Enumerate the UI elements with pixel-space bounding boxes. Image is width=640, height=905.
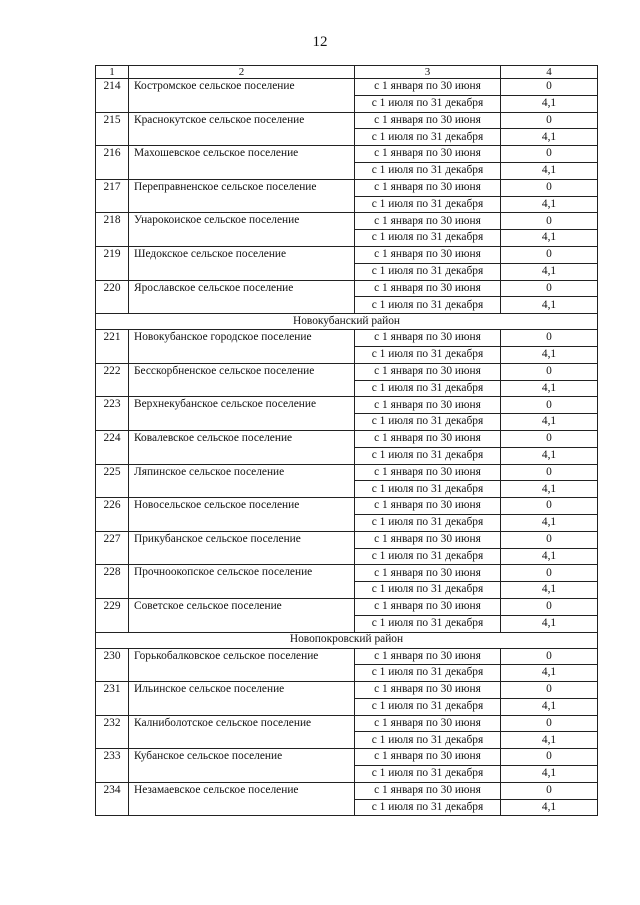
period-first-half: с 1 января по 30 июня: [355, 213, 501, 230]
value-second-half: 4,1: [501, 129, 598, 146]
value-first-half: 0: [501, 464, 598, 481]
period-second-half: с 1 июля по 31 декабря: [355, 95, 501, 112]
period-first-half: с 1 января по 30 июня: [355, 397, 501, 414]
table-row: [96, 79, 598, 96]
settlement-name: Краснокутское сельское поселение: [129, 112, 355, 146]
period-second-half: с 1 июля по 31 декабря: [355, 297, 501, 314]
value-first-half: 0: [501, 246, 598, 263]
value-second-half: 4,1: [501, 196, 598, 213]
table-row: [96, 498, 598, 515]
period-second-half: с 1 июля по 31 декабря: [355, 414, 501, 431]
value-second-half: 4,1: [501, 766, 598, 783]
settlement-name: Шедокское сельское поселение: [129, 246, 355, 280]
period-second-half: с 1 июля по 31 декабря: [355, 380, 501, 397]
period-second-half: с 1 июля по 31 декабря: [355, 799, 501, 816]
value-second-half: 4,1: [501, 732, 598, 749]
settlement-name: Незамаевское сельское поселение: [129, 782, 355, 816]
row-number: 214: [96, 79, 129, 113]
row-number: 234: [96, 782, 129, 816]
value-first-half: 0: [501, 213, 598, 230]
value-first-half: 0: [501, 397, 598, 414]
row-number: 215: [96, 112, 129, 146]
period-first-half: с 1 января по 30 июня: [355, 79, 501, 96]
value-first-half: 0: [501, 179, 598, 196]
settlement-name: Новокубанское городское поселение: [129, 330, 355, 364]
value-second-half: 4,1: [501, 582, 598, 599]
value-first-half: 0: [501, 280, 598, 297]
period-second-half: с 1 июля по 31 декабря: [355, 196, 501, 213]
period-second-half: с 1 июля по 31 декабря: [355, 665, 501, 682]
row-number: 224: [96, 430, 129, 464]
value-first-half: 0: [501, 682, 598, 699]
value-second-half: 4,1: [501, 230, 598, 247]
period-second-half: с 1 июля по 31 декабря: [355, 346, 501, 363]
table-row: [96, 246, 598, 263]
settlement-name: Прикубанское сельское поселение: [129, 531, 355, 565]
value-first-half: 0: [501, 782, 598, 799]
value-first-half: 0: [501, 715, 598, 732]
period-first-half: с 1 января по 30 июня: [355, 648, 501, 665]
value-first-half: 0: [501, 498, 598, 515]
value-first-half: 0: [501, 430, 598, 447]
period-first-half: с 1 января по 30 июня: [355, 749, 501, 766]
row-number: 223: [96, 397, 129, 431]
tariff-table: [95, 65, 598, 816]
settlement-name: Прочноокопское сельское поселение: [129, 565, 355, 599]
value-second-half: 4,1: [501, 698, 598, 715]
period-second-half: с 1 июля по 31 декабря: [355, 615, 501, 632]
value-second-half: 4,1: [501, 263, 598, 280]
column-header: 2: [129, 66, 355, 79]
table-row: [96, 146, 598, 163]
table-row: [96, 682, 598, 699]
settlement-name: Бесскорбненское сельское поселение: [129, 363, 355, 397]
column-header: 1: [96, 66, 129, 79]
period-second-half: с 1 июля по 31 декабря: [355, 481, 501, 498]
value-first-half: 0: [501, 330, 598, 347]
district-heading-row: [96, 314, 598, 330]
settlement-name: Ильинское сельское поселение: [129, 682, 355, 716]
settlement-name: Махошевское сельское поселение: [129, 146, 355, 180]
settlement-name: Ярославское сельское поселение: [129, 280, 355, 314]
column-header: 4: [501, 66, 598, 79]
period-second-half: с 1 июля по 31 декабря: [355, 230, 501, 247]
settlement-name: Горькобалковское сельское поселение: [129, 648, 355, 682]
table-row: [96, 397, 598, 414]
period-second-half: с 1 июля по 31 декабря: [355, 514, 501, 531]
period-first-half: с 1 января по 30 июня: [355, 464, 501, 481]
period-first-half: с 1 января по 30 июня: [355, 598, 501, 615]
table-row: [96, 531, 598, 548]
value-second-half: 4,1: [501, 665, 598, 682]
value-first-half: 0: [501, 598, 598, 615]
value-second-half: 4,1: [501, 414, 598, 431]
value-first-half: 0: [501, 531, 598, 548]
period-first-half: с 1 января по 30 июня: [355, 782, 501, 799]
value-first-half: 0: [501, 565, 598, 582]
column-header: 3: [355, 66, 501, 79]
row-number: 231: [96, 682, 129, 716]
row-number: 216: [96, 146, 129, 180]
period-first-half: с 1 января по 30 июня: [355, 682, 501, 699]
value-second-half: 4,1: [501, 95, 598, 112]
value-second-half: 4,1: [501, 514, 598, 531]
settlement-name: Унарокоиское сельское поселение: [129, 213, 355, 247]
table-row: [96, 280, 598, 297]
table-row: [96, 749, 598, 766]
table-row: [96, 565, 598, 582]
row-number: 233: [96, 749, 129, 783]
value-first-half: 0: [501, 112, 598, 129]
period-first-half: с 1 января по 30 июня: [355, 565, 501, 582]
row-number: 221: [96, 330, 129, 364]
value-second-half: 4,1: [501, 297, 598, 314]
district-heading: Новокубанский район: [96, 314, 598, 330]
table-row: [96, 464, 598, 481]
settlement-name: Переправненское сельское поселение: [129, 179, 355, 213]
value-second-half: 4,1: [501, 346, 598, 363]
period-second-half: с 1 июля по 31 декабря: [355, 447, 501, 464]
period-first-half: с 1 января по 30 июня: [355, 280, 501, 297]
table-row: [96, 598, 598, 615]
value-second-half: 4,1: [501, 615, 598, 632]
period-second-half: с 1 июля по 31 декабря: [355, 162, 501, 179]
period-first-half: с 1 января по 30 июня: [355, 715, 501, 732]
table-row: [96, 648, 598, 665]
period-first-half: с 1 января по 30 июня: [355, 330, 501, 347]
period-first-half: с 1 января по 30 июня: [355, 179, 501, 196]
value-first-half: 0: [501, 363, 598, 380]
value-first-half: 0: [501, 79, 598, 96]
row-number: 232: [96, 715, 129, 749]
period-second-half: с 1 июля по 31 декабря: [355, 263, 501, 280]
period-first-half: с 1 января по 30 июня: [355, 531, 501, 548]
period-first-half: с 1 января по 30 июня: [355, 498, 501, 515]
period-first-half: с 1 января по 30 июня: [355, 246, 501, 263]
period-first-half: с 1 января по 30 июня: [355, 146, 501, 163]
period-second-half: с 1 июля по 31 декабря: [355, 698, 501, 715]
period-first-half: с 1 января по 30 июня: [355, 363, 501, 380]
row-number: 226: [96, 498, 129, 532]
value-second-half: 4,1: [501, 447, 598, 464]
settlement-name: Ляпинское сельское поселение: [129, 464, 355, 498]
settlement-name: Новосельское сельское поселение: [129, 498, 355, 532]
table-row: [96, 363, 598, 380]
value-second-half: 4,1: [501, 162, 598, 179]
row-number: 218: [96, 213, 129, 247]
value-first-half: 0: [501, 749, 598, 766]
table-row: [96, 179, 598, 196]
value-second-half: 4,1: [501, 548, 598, 565]
value-first-half: 0: [501, 648, 598, 665]
table-row: [96, 330, 598, 347]
period-second-half: с 1 июля по 31 декабря: [355, 548, 501, 565]
value-first-half: 0: [501, 146, 598, 163]
value-second-half: 4,1: [501, 481, 598, 498]
value-second-half: 4,1: [501, 799, 598, 816]
district-heading-row: [96, 632, 598, 648]
row-number: 217: [96, 179, 129, 213]
row-number: 230: [96, 648, 129, 682]
table-header-row: [96, 66, 598, 79]
table-row: [96, 715, 598, 732]
table-row: [96, 430, 598, 447]
row-number: 222: [96, 363, 129, 397]
period-second-half: с 1 июля по 31 декабря: [355, 732, 501, 749]
period-second-half: с 1 июля по 31 декабря: [355, 582, 501, 599]
table-row: [96, 213, 598, 230]
row-number: 219: [96, 246, 129, 280]
page-number: 12: [312, 34, 328, 50]
settlement-name: Верхнекубанское сельское поселение: [129, 397, 355, 431]
row-number: 229: [96, 598, 129, 632]
row-number: 220: [96, 280, 129, 314]
period-first-half: с 1 января по 30 июня: [355, 112, 501, 129]
settlement-name: Ковалевское сельское поселение: [129, 430, 355, 464]
table-row: [96, 112, 598, 129]
value-second-half: 4,1: [501, 380, 598, 397]
row-number: 227: [96, 531, 129, 565]
district-heading: Новопокровский район: [96, 632, 598, 648]
settlement-name: Калниболотское сельское поселение: [129, 715, 355, 749]
settlement-name: Советское сельское поселение: [129, 598, 355, 632]
settlement-name: Костромское сельское поселение: [129, 79, 355, 113]
period-second-half: с 1 июля по 31 декабря: [355, 766, 501, 783]
table-row: [96, 782, 598, 799]
row-number: 228: [96, 565, 129, 599]
settlement-name: Кубанское сельское поселение: [129, 749, 355, 783]
period-first-half: с 1 января по 30 июня: [355, 430, 501, 447]
row-number: 225: [96, 464, 129, 498]
period-second-half: с 1 июля по 31 декабря: [355, 129, 501, 146]
